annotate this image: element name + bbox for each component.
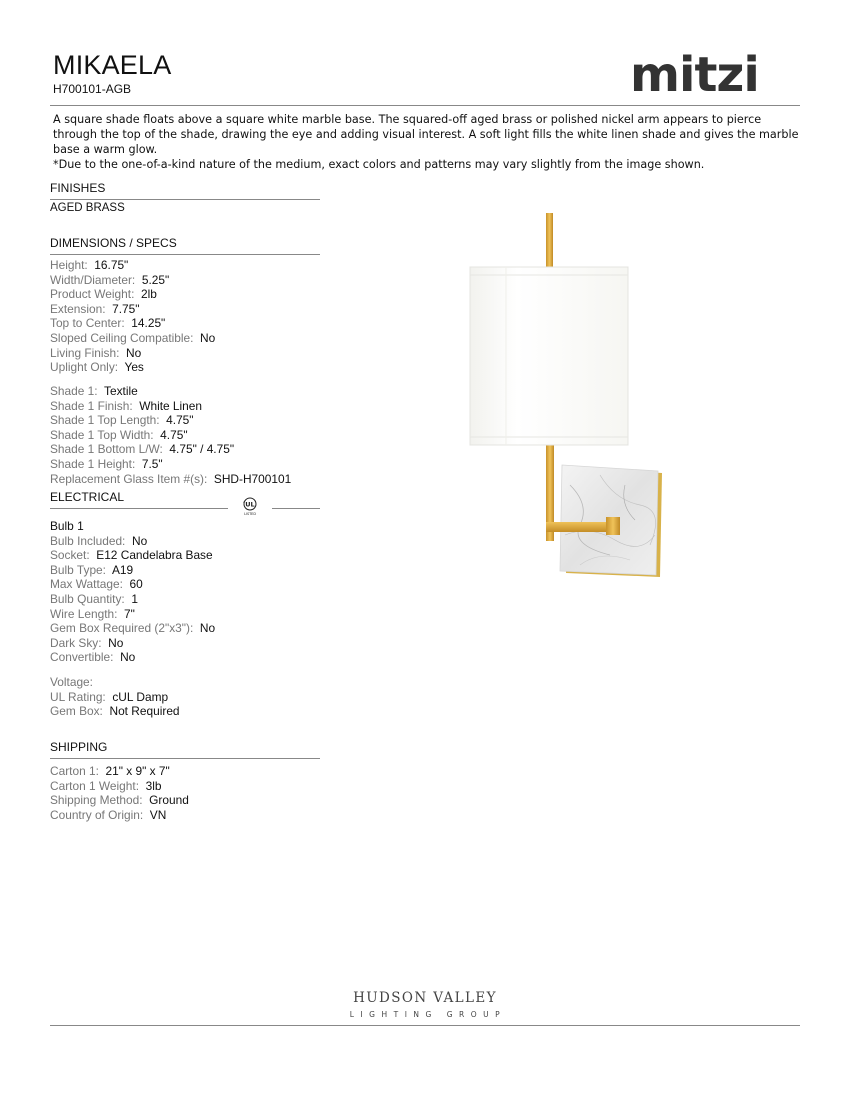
spec-row	[50, 607, 215, 622]
spec-row	[50, 779, 189, 794]
spec-label: Gem Box Required (2"x3"):	[50, 621, 194, 636]
spec-value: 7.75"	[112, 301, 140, 316]
spec-value: 60	[129, 577, 143, 592]
brand-logo: mitzi	[630, 47, 759, 103]
spec-value: No	[131, 533, 148, 548]
spec-row	[50, 472, 291, 487]
spec-label: Bulb Included:	[50, 533, 126, 548]
spec-label: Bulb Type:	[50, 562, 106, 577]
spec-label: Sloped Ceiling Compatible:	[50, 330, 194, 345]
spec-row	[50, 360, 215, 375]
spec-label: Socket:	[50, 548, 90, 563]
footer-logo	[0, 990, 850, 1019]
spec-row	[50, 316, 215, 331]
shipping-heading: SHIPPING	[50, 740, 108, 754]
spec-value: 4.75"	[160, 427, 188, 442]
spec-row	[50, 704, 180, 719]
dimensions-divider	[50, 254, 320, 255]
spec-value: 16.75"	[94, 258, 129, 272]
description-note: *Due to the one-of-a-kind nature of the medium, exact colors and patterns may vary slightly from the image shown.	[53, 158, 705, 171]
spec-row	[50, 384, 291, 399]
product-image	[440, 205, 700, 600]
shipping-list	[50, 764, 189, 822]
bulb-heading: Bulb 1	[50, 519, 84, 533]
spec-row	[50, 690, 180, 705]
spec-row	[50, 764, 189, 779]
spec-value: Ground	[149, 793, 189, 808]
spec-row	[50, 258, 215, 273]
spec-row	[50, 592, 215, 607]
spec-label: Shipping Method:	[50, 793, 143, 808]
spec-label: Shade 1 Bottom L/W:	[50, 442, 163, 457]
spec-row	[50, 808, 189, 823]
svg-text:c: c	[243, 500, 245, 504]
spec-value: White Linen	[139, 398, 203, 413]
shipping-divider	[50, 758, 320, 759]
spec-value: 7.5"	[141, 456, 163, 471]
spec-row	[50, 534, 215, 549]
footer-divider	[50, 1025, 800, 1026]
shade-specs-list	[50, 384, 291, 486]
spec-label: Dark Sky:	[50, 635, 102, 650]
spec-value: 5.25"	[141, 272, 170, 287]
spec-row	[50, 399, 291, 414]
electrical-list	[50, 519, 215, 665]
svg-text:UL: UL	[245, 500, 255, 509]
spec-row	[50, 442, 291, 457]
spec-value: No	[120, 650, 136, 665]
spec-label: Living Finish:	[50, 345, 120, 360]
spec-value: A19	[111, 562, 134, 577]
spec-value: 1	[131, 591, 138, 606]
dimensions-heading: DIMENSIONS / SPECS	[50, 236, 177, 250]
spec-value: cUL Damp	[112, 689, 169, 704]
spec-value: Textile	[104, 384, 138, 398]
electrical-heading: ELECTRICAL	[50, 490, 125, 504]
spec-label: Shade 1 Finish:	[50, 398, 133, 413]
spec-label: Top to Center:	[50, 316, 125, 331]
spec-row	[50, 413, 291, 428]
spec-label: Extension:	[50, 301, 106, 316]
ul-listed-icon	[237, 497, 263, 522]
spec-row	[50, 650, 215, 665]
spec-value: E12 Candelabra Base	[96, 548, 213, 563]
spec-value: No	[200, 330, 216, 345]
spec-label: Convertible:	[50, 650, 114, 665]
spec-value: SHD-H700101	[213, 471, 292, 486]
spec-value: 7"	[124, 606, 135, 621]
electrical-list-2	[50, 675, 180, 719]
spec-row	[50, 457, 291, 472]
spec-label: Shade 1 Top Length:	[50, 413, 160, 428]
spec-label: Country of Origin:	[50, 807, 144, 822]
spec-value: VN	[149, 807, 167, 822]
spec-value: No	[126, 345, 142, 360]
spec-label: Shade 1 Height:	[50, 456, 136, 471]
spec-row	[50, 331, 215, 346]
spec-row	[50, 302, 215, 317]
product-description	[53, 112, 803, 172]
spec-row	[50, 577, 215, 592]
header-divider	[50, 105, 800, 106]
brass-arm-horizontal	[546, 522, 612, 532]
spec-label: Wire Length:	[50, 606, 118, 621]
spec-value: 21" x 9" x 7"	[105, 764, 170, 778]
spec-row	[50, 428, 291, 443]
spec-value: No	[199, 621, 216, 636]
spec-value: 14.25"	[131, 316, 166, 331]
spec-row	[50, 273, 215, 288]
brass-mount-plate	[606, 517, 620, 535]
spec-label: Voltage:	[50, 675, 93, 689]
spec-row	[50, 636, 215, 651]
spec-label: Gem Box:	[50, 704, 103, 719]
spec-label: Shade 1:	[50, 384, 98, 398]
spec-row	[50, 563, 215, 578]
finish-value: AGED BRASS	[50, 202, 125, 214]
spec-label: Replacement Glass Item #(s):	[50, 471, 208, 486]
spec-label: Shade 1 Top Width:	[50, 427, 154, 442]
spec-value: 4.75" / 4.75"	[169, 442, 235, 457]
finishes-heading: FINISHES	[50, 181, 106, 195]
spec-row	[50, 287, 215, 302]
spec-row	[50, 346, 215, 361]
spec-value: Not Required	[109, 704, 180, 719]
spec-row	[50, 675, 180, 690]
description-text: A square shade floats above a square white marble base. The squared-off aged brass or polished nickel arm appears to pierce through the top of the shade, drawing the eye and adding visual interest. A soft light fills the white linen shade and gives the marble base a warm glow.	[53, 113, 799, 156]
electrical-divider-right	[272, 508, 320, 509]
spec-value: Yes	[124, 360, 144, 375]
dimensions-list	[50, 258, 215, 375]
spec-label: Product Weight:	[50, 287, 135, 302]
spec-row	[50, 621, 215, 636]
footer-logo-line2: LIGHTING GROUP	[349, 1010, 507, 1019]
spec-value: 2lb	[141, 287, 157, 302]
svg-text:LISTED: LISTED	[244, 512, 256, 516]
spec-label: Carton 1 Weight:	[50, 778, 140, 793]
electrical-divider-left	[50, 508, 228, 509]
product-title: MIKAELA	[53, 50, 172, 80]
spec-label: Bulb Quantity:	[50, 591, 125, 606]
spec-label: UL Rating:	[50, 689, 106, 704]
spec-value: 4.75"	[166, 413, 194, 428]
spec-value: No	[108, 635, 124, 650]
spec-label: Max Wattage:	[50, 577, 123, 592]
product-sku: H700101-AGB	[53, 82, 132, 96]
spec-row	[50, 793, 189, 808]
spec-label: Carton 1:	[50, 764, 99, 778]
spec-label: Width/Diameter:	[50, 272, 136, 287]
spec-value: 3lb	[145, 778, 162, 793]
linen-shade	[470, 267, 628, 445]
footer-logo-line1: HUDSON VALLEY	[353, 990, 497, 1006]
spec-row	[50, 548, 215, 563]
finishes-divider	[50, 199, 320, 200]
spec-label: Height:	[50, 258, 88, 272]
spec-label: Uplight Only:	[50, 360, 119, 375]
